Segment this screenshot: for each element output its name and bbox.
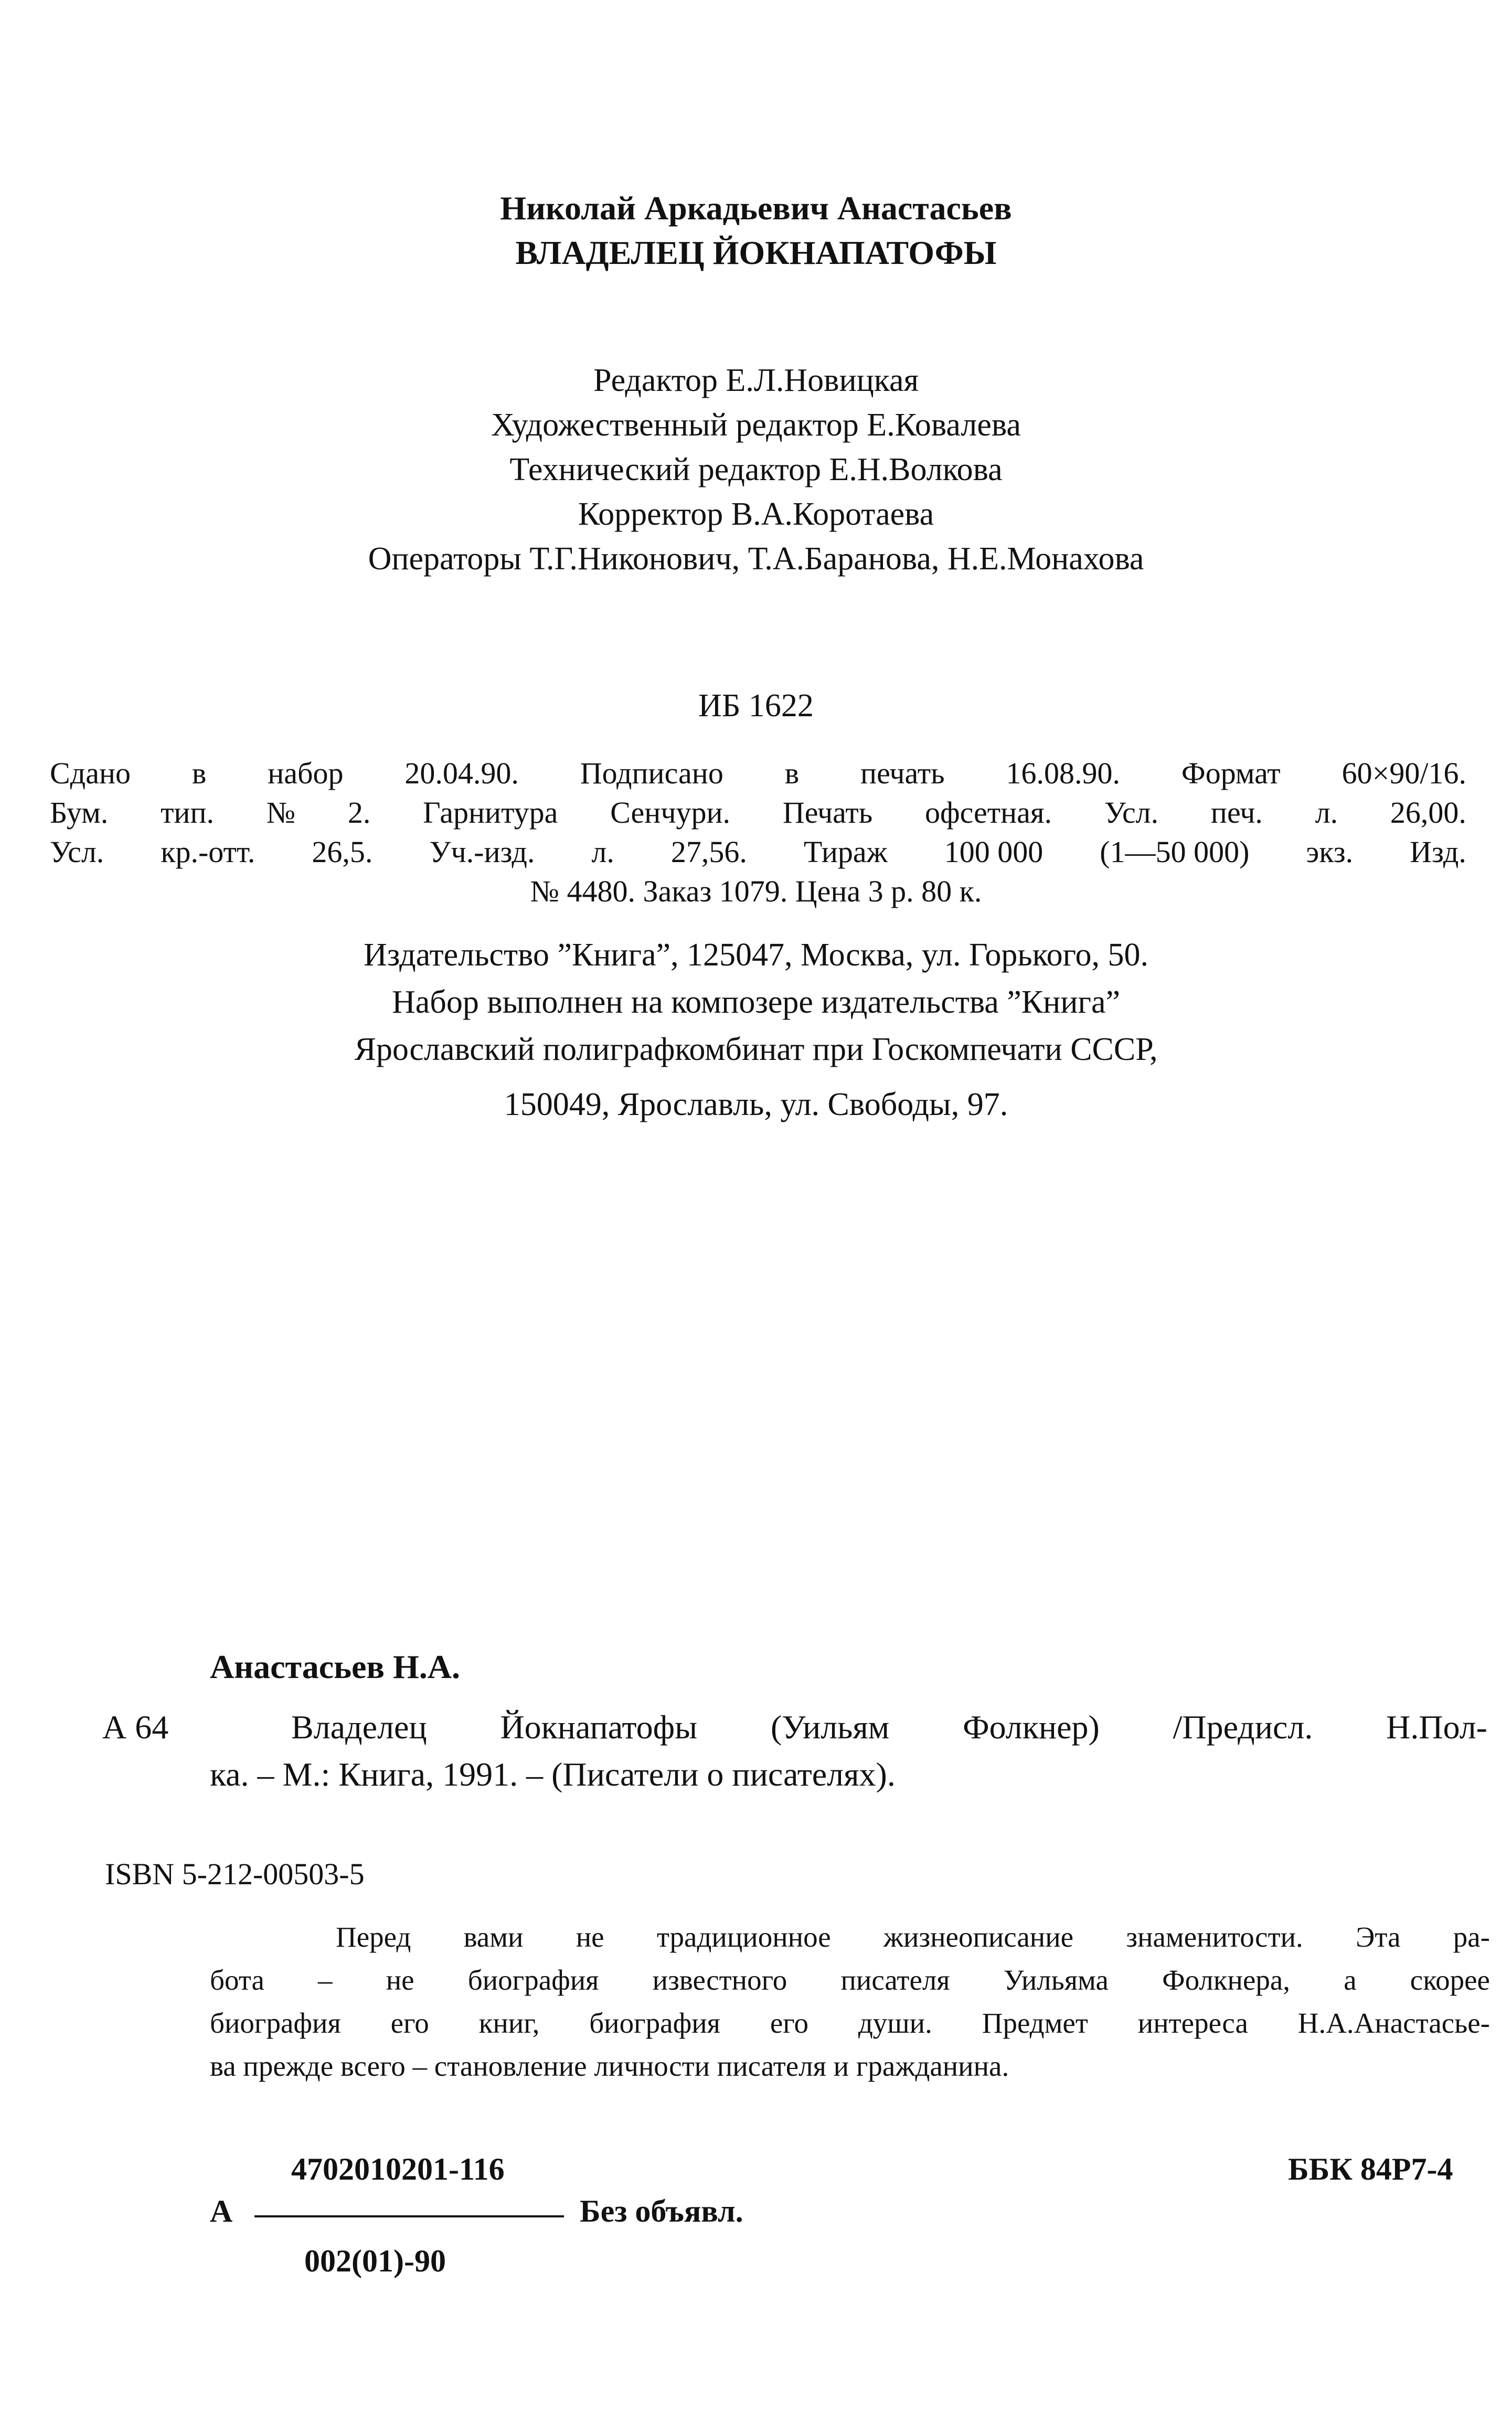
annotation-line-2: бота – не биография известного писателя Уильяма Фолкнера, а скорее	[210, 1964, 1490, 1996]
print-details-line-3: Усл. кр.-отт. 26,5. Уч.-изд. л. 27,56. Тираж 100 000 (1—50 000) экз. Изд.	[50, 835, 1466, 869]
print-details-line-2: Бум. тип. № 2. Гарнитура Сенчури. Печать офсетная. Усл. печ. л. 26,00.	[50, 795, 1466, 830]
publisher-line-4: 150049, Ярославль, ул. Свободы, 97.	[504, 1087, 1008, 1122]
annotation-line-1: Перед вами не традиционное жизнеописание знаменитости. Эта ра-	[336, 1921, 1490, 1953]
footer-note: Без объявл.	[580, 2194, 743, 2228]
catalog-code: А 64	[102, 1708, 169, 1746]
credit-art-editor: Художественный редактор Е.Ковалева	[491, 407, 1021, 443]
footer-letter: А	[210, 2194, 233, 2228]
annotation-line-4: ва прежде всего – становление личности писателя и гражданина.	[210, 2050, 1009, 2082]
publisher-line-2: Набор выполнен на композере издательства ”Книга”	[391, 984, 1120, 1020]
credit-editor: Редактор Е.Л.Новицкая	[593, 363, 919, 398]
footer-denominator: 002(01)-90	[304, 2244, 446, 2278]
print-details-line-1: Сдано в набор 20.04.90. Подписано в печать 16.08.90. Формат 60×90/16.	[50, 756, 1466, 790]
ib-number: ИБ 1622	[698, 688, 814, 724]
catalog-entry-line-2: ка. – М.: Книга, 1991. – (Писатели о писателях).	[210, 1756, 896, 1793]
credit-operators: Операторы Т.Г.Никонович, Т.А.Баранова, Н.Е.Монахова	[368, 541, 1144, 577]
bbk-code: ББК 84Р7-4	[1288, 2152, 1453, 2186]
book-title: ВЛАДЕЛЕЦ ЙОКНАПАТОФЫ	[515, 234, 997, 271]
catalog-heading: Анастасьев Н.А.	[210, 1648, 460, 1685]
footer-fraction-rule	[254, 2215, 564, 2217]
author-name: Николай Аркадьевич Анастасьев	[500, 189, 1012, 227]
credit-proofreader: Корректор В.А.Коротаева	[578, 496, 934, 532]
isbn: ISBN 5-212-00503-5	[105, 1857, 365, 1891]
publisher-line-3: Ярославский полиграфкомбинат при Госкомпечати СССР,	[354, 1032, 1158, 1067]
footer-numerator: 4702010201-116	[291, 2152, 505, 2186]
catalog-entry-line-1: Владелец Йокнапатофы (Уильям Фолкнер) /Предисл. Н.Пол-	[291, 1708, 1487, 1746]
annotation-line-3: биография его книг, биография его души. Предмет интереса Н.А.Анастасье-	[210, 2007, 1490, 2039]
credit-tech-editor: Технический редактор Е.Н.Волкова	[509, 452, 1003, 487]
publisher-line-1: Издательство ”Книга”, 125047, Москва, ул. Горького, 50.	[363, 937, 1149, 973]
print-details-line-4: № 4480. Заказ 1079. Цена 3 р. 80 к.	[530, 874, 982, 908]
